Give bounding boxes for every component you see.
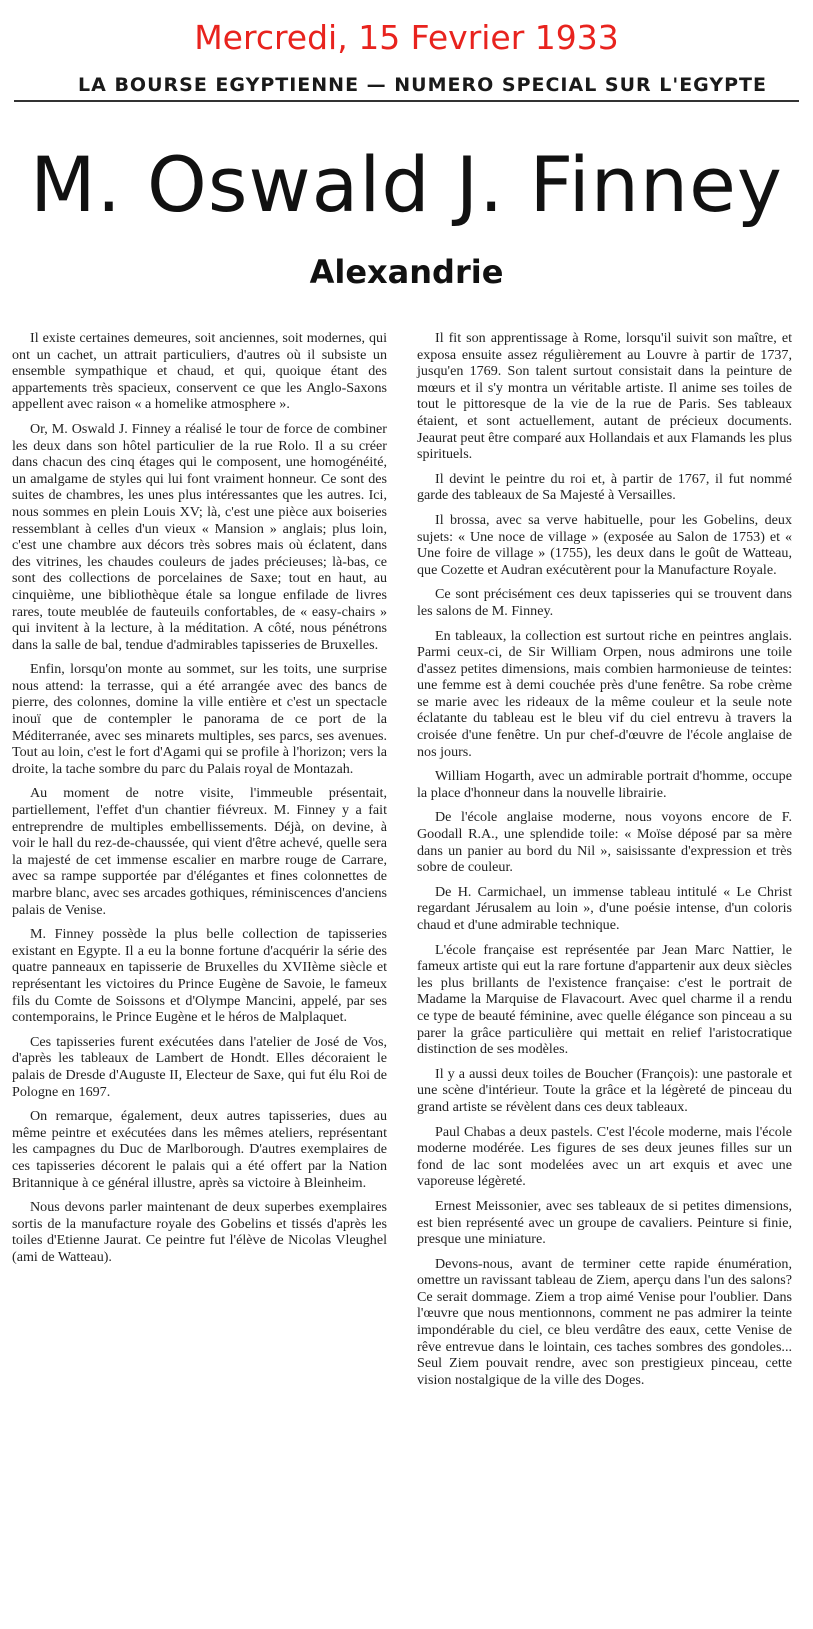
right-column [417,330,792,1396]
paragraph: De l'école anglaise moderne, nous voyons encore de F. Goodall R.A., une splendide toile: « Moïse déposé par sa mère dans un panier au bord du Nil », saisissante d'expression et très sobre de couleur. [417,809,792,876]
paragraph: On remarque, également, deux autres tapisseries, dues au même peintre et exécutées dans les mêmes ateliers, représentant les campagnes du Duc de Marlborough. D'autres exemplaires de ces tapisseries décorent le palais qui a été offert par la Nation Britannique à ce général illustre, après sa victoire à Bleinheim. [12,1108,387,1191]
paragraph: L'école française est représentée par Jean Marc Nattier, le fameux artiste qui eut la rare fortune d'appartenir aux deux siècles les plus brillants de l'existence française: c'est le portrait de Madame la Marquise de Flavacourt. Avec quel charme il a rendu ce type de beauté féminine, avec quelle élégance son pinceau a su parer la grâce particulière qui mettait en relief l'aristocratique distinction de ses modèles. [417,941,792,1058]
paragraph: Ernest Meissonier, avec ses tableaux de si petites dimensions, est bien représenté avec un groupe de cavaliers. Peinture si finie, presque une miniature. [417,1197,792,1248]
paragraph: Il existe certaines demeures, soit anciennes, soit modernes, qui ont un cachet, un attrait particuliers, d'autres où il subsiste un ensemble sympathique et chaud, et qui, quoique étant des appartements très spacieux, conservent ce que les Anglo-Saxons appellent avec raison « a homelike atmosphere ». [12,330,387,413]
paragraph: Ces tapisseries furent exécutées dans l'atelier de José de Vos, d'après les tableaux de Lambert de Hondt. Elles décoraient le palais de Dresde d'Auguste II, Electeur de Saxe, qui fut élu Roi de Pologne en 1697. [12,1033,387,1100]
paragraph: Nous devons parler maintenant de deux superbes exemplaires sortis de la manufacture royale des Gobelins et tissés d'après les toiles d'Etienne Jaurat. Ce peintre fut l'élève de Nicolas Vleughel (ami de Watteau). [12,1199,387,1265]
paragraph: Il brossa, avec sa verve habituelle, pour les Gobelins, deux sujets: « Une noce de village » (exposée au Salon de 1753) et « Une foire de village » (1755), les deux dans le goût de Watteau, que Cozette et Audran exécutèrent pour la Manufacture Royale. [417,511,792,578]
paragraph: Or, M. Oswald J. Finney a réalisé le tour de force de combiner les deux dans son hôtel particulier de la rue Rolo. Il a su créer dans chacun des cinq étages qui le composent, une homogénéité, un amalgame de styles qui lui font vraiment honneur. Ce sont des suites de chambres, les unes plus intéressantes que les autres. Ici, nous sommes en plein Louis XV; là, c'est une pièce aux boiseries ressemblant à celles d'un vieux « Mansion » anglais; plus loin, c'est une chambre aux décors très sobres mais où éclatent, dans des vitrines, les chaudes couleurs de jades précieuses; là-bas, ce sont des collections de porcelaines de Saxe; tout en haut, au cinquième, une bibliothèque étale sa longue enfilade de livres rares, toute meublée de fauteuils confortables, de « easy-chairs » qui invitent à la lecture, à la méditation. A côté, nous pénétrons dans la salle de bal, tendue d'admirables tapisseries de Bruxelles. [12,420,387,653]
header-rule [14,100,799,102]
paragraph: Au moment de notre visite, l'immeuble présentait, partiellement, l'effet d'un chantier fiévreux. M. Finney y a fait entreprendre de multiples embellissements. Déjà, on devine, à voir le hall du rez-de-chaussée, qui vient d'être achevé, quelle sera la majesté de cet immense escalier en marbre rouge de Carrare, avec sa rampe supportée par d'élégantes et fines colonnettes de marbre blanc, avec ses arcades gothiques, réminiscences d'anciens palais de Venise. [12,785,387,918]
left-column [12,330,387,1273]
article-title: M. Oswald J. Finney [30,140,783,229]
running-title: LA BOURSE EGYPTIENNE — NUMERO SPECIAL SUR L'EGYPTE [78,74,767,96]
paragraph: William Hogarth, avec un admirable portrait d'homme, occupe la place d'honneur dans la nouvelle librairie. [417,768,792,801]
paragraph: De H. Carmichael, un immense tableau intitulé « Le Christ regardant Jérusalem au loin », d'une poésie intense, d'un coloris chaud et d'une admirable technique. [417,883,792,933]
paragraph: En tableaux, la collection est surtout riche en peintres anglais. Parmi ceux-ci, de Sir William Orpen, nous admirons une toile d'assez petites dimensions, mais combien harmonieuse de teintes: une femme est à demi couchée près d'une fenêtre. Sa robe crème se marie avec les rideaux de la même couleur et la seule note éclatante du tableau est le bleu vif du ciel entrevu à travers la croisée d'une fenêtre. Un pur chef-d'œuvre de l'école anglaise de nos jours. [417,627,792,760]
paragraph: Paul Chabas a deux pastels. C'est l'école moderne, mais l'école moderne modérée. Les figures de ses deux jeunes filles sur un fond de lac sont modelées avec un art exquis et avec une vaporeuse légèreté. [417,1123,792,1190]
paragraph: Ce sont précisément ces deux tapisseries qui se trouvent dans les salons de M. Finney. [417,586,792,619]
article-subtitle: Alexandrie [309,253,504,291]
paragraph: Devons-nous, avant de terminer cette rapide énumération, omettre un ravissant tableau de Ziem, aperçu dans l'un des salons? Ce serait dommage. Ziem a trop aimé Venise pour l'oublier. Dans l'œuvre que nous mentionnons, comment ne pas admirer la teinte impondérable du ciel, ce bleu verdâtre des eaux, cette Venise de rêve entrevue dans le lointain, ces taches sombres des gondoles... Seul Ziem pouvait rendre, avec son prestigieux pinceau, cette vision nostalgique de la ville des Doges. [417,1255,792,1388]
paragraph: Il fit son apprentissage à Rome, lorsqu'il suivit son maître, et exposa ensuite assez régulièrement au Louvre à partir de 1737, jusqu'en 1769. Son talent surtout consistait dans la peinture de mœurs et il s'y montra un véritable artiste. Il anime ses toiles de tout le pittoresque de la vie de la rue de Paris. Ses tableaux étaient, et sont actuellement, autant de précieux documents. Jeaurat peut être comparé aux Hollandais et aux Flamands les plus spirituels. [417,330,792,463]
paragraph: Il y a aussi deux toiles de Boucher (François): une pastorale et une scène d'intérieur. Toute la grâce et la légèreté de pinceau du grand artiste se révèlent dans ces deux tableaux. [417,1065,792,1115]
paragraph: M. Finney possède la plus belle collection de tapisseries existant en Egypte. Il a eu la bonne fortune d'acquérir la série des quatre panneaux en tapisserie de Bruxelles du XVIIème siècle et représentant les victoires du Prince Eugène de Savoie, le fameux fils du Comte de Soissons et d'Olympe Mancini, appelé, par ses contemporains, le Prince Eugène et le héros de Malplaquet. [12,926,387,1026]
date-header: Mercredi, 15 Fevrier 1933 [194,18,619,57]
paragraph: Il devint le peintre du roi et, à partir de 1767, il fut nommé garde des tableaux de Sa Majesté à Versailles. [417,470,792,504]
paragraph: Enfin, lorsqu'on monte au sommet, sur les toits, une surprise nous attend: la terrasse, qui a été arrangée avec des bancs de pierre, des colonnes, domine la ville entière et c'est un spectacle inouï que de contempler le panorama de ce port de la Méditerranée, avec ses minarets multiples, ses parcs, ses avenues. Tout au loin, c'est le fort d'Agami qui se profile à l'horizon; vers la droite, la tache sombre du parc du Palais royal de Montazah. [12,661,387,777]
